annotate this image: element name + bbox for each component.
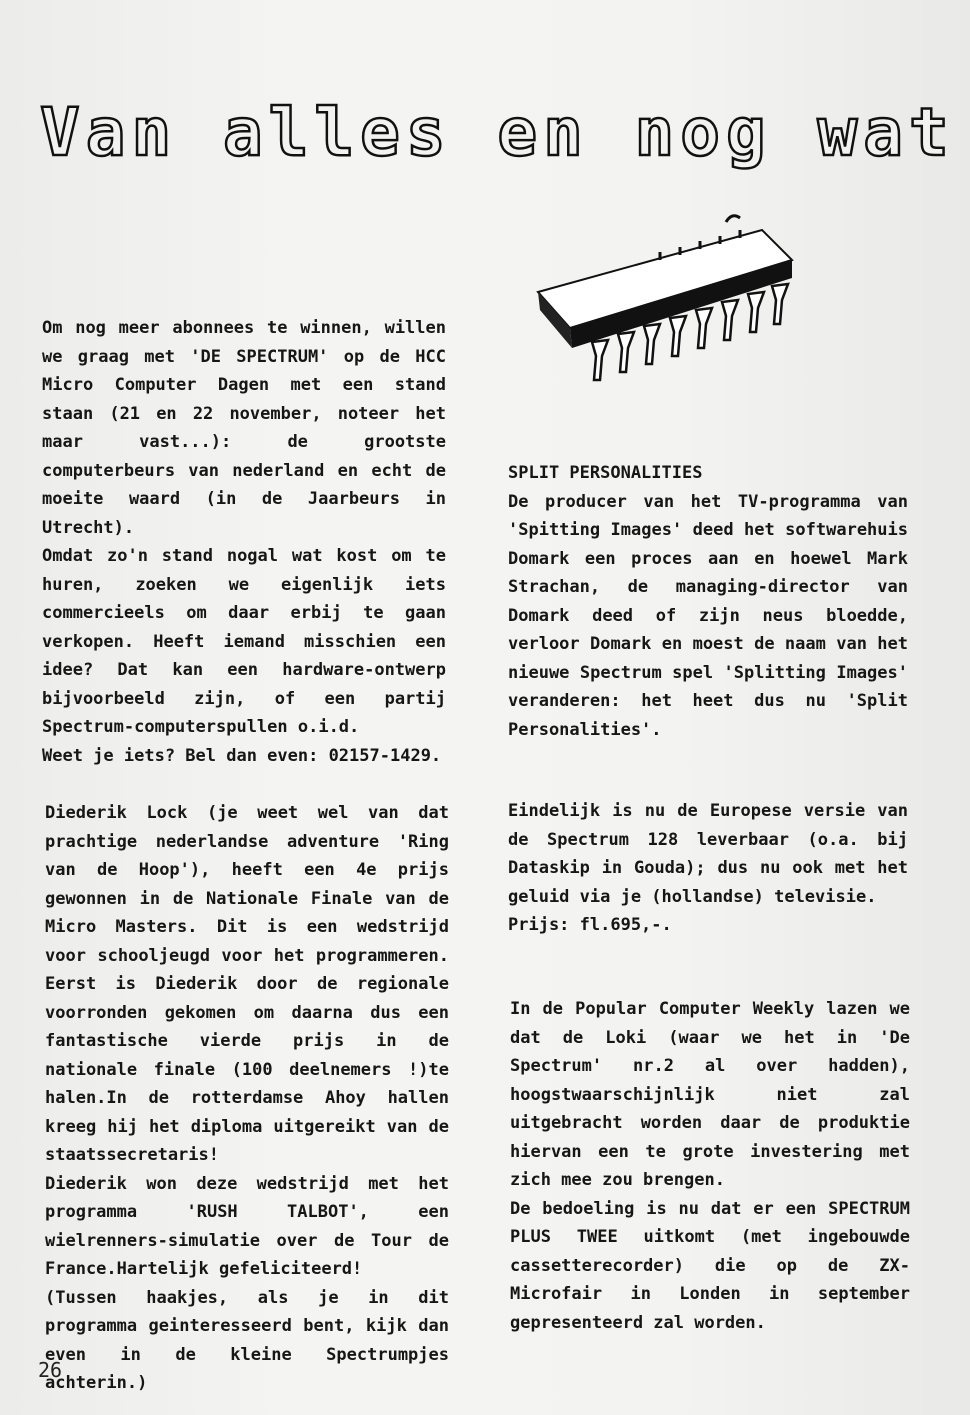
- article-paragraph: Prijs: fl.695,-.: [508, 915, 672, 935]
- article-heading: SPLIT PERSONALITIES: [508, 463, 703, 483]
- article-paragraph: Diederik won deze wedstrijd met het programma 'RUSH TALBOT', een wielrenners-simulatie over de Tour de France.Hartelijk gefeliciteerd!: [45, 1173, 449, 1279]
- article-loki: [510, 995, 910, 1337]
- article-paragraph: Om nog meer abonnees te winnen, willen we graag met 'DE SPECTRUM' op de HCC Micro Computer Dagen met een stand staan (21 en 22 november, noteer het maar vast...): de grootste computerbeurs van nederland en echt de moeite waard (in de Jaarbeurs in Utrecht).: [42, 318, 446, 538]
- article-paragraph: (Tussen haakjes, als je in dit programma geinteresseerd bent, kijk dan even in de kleine Spectrumpjes achterin.): [45, 1287, 449, 1393]
- page-title: Van alles en nog wat: [40, 94, 955, 171]
- page-number: 26: [38, 1358, 63, 1382]
- article-paragraph: Weet je iets? Bel dan even: 02157-1429.: [42, 745, 442, 766]
- article-diederik-lock: [45, 799, 449, 1398]
- article-subscribers: [42, 314, 446, 770]
- article-paragraph: Diederik Lock (je weet wel van dat prachtige nederlandse adventure 'Ring van de Hoop'), heeft een 4e prijs gewonnen in de Nationale Finale van de Micro Masters. Dit is een wedstrijd voor schooljeugd voor het programmeren. Eerst is Diederik door de regionale voorronden gekomen om daarna dus een fantastische vierde prijs in de nationale finale (100 deelnemers !)te halen.In de rotterdamse Ahoy hallen kreeg hij het diploma uitgereikt van de staatssecretaris!: [45, 803, 449, 1165]
- article-split-personalities: [508, 459, 908, 744]
- microchip-illustration: [530, 200, 820, 400]
- article-spectrum-128: [508, 797, 908, 940]
- article-paragraph: De bedoeling is nu dat er een SPECTRUM PLUS TWEE uitkomt (met ingebouwde cassetterecorder) die op de ZX-Microfair in Londen in september gepresenteerd zal worden.: [510, 1198, 910, 1333]
- article-paragraph: De producer van het TV-programma van 'Spitting Images' deed het softwarehuis Domark een proces aan en hoewel Mark Strachan, de managing-director van Domark deed of zijn neus bloedde, verloor Domark en moest de naam van het nieuwe Spectrum spel 'Splitting Images' veranderen: het heet dus nu 'Split Personalities'.: [508, 491, 908, 740]
- article-paragraph: Eindelijk is nu de Europese versie van de Spectrum 128 leverbaar (o.a. bij Dataskip in Gouda); dus nu ook met het geluid via je (hollandse) televisie.: [508, 801, 908, 907]
- article-paragraph: In de Popular Computer Weekly lazen we dat de Loki (waar we het in 'De Spectrum' nr.2 al over hadden), hoogstwaarschijnlijk niet zal uitgebracht worden daar de produktie hiervan een te grote investering met zich mee zou brengen.: [510, 999, 910, 1190]
- article-paragraph: Omdat zo'n stand nogal wat kost om te huren, zoeken we eigenlijk iets commercieels om daar erbij te gaan verkopen. Heeft iemand misschien een idee? Dat kan een hardware-ontwerp bijvoorbeeld zijn, of een partij Spectrum-computerspullen o.i.d.: [42, 546, 446, 737]
